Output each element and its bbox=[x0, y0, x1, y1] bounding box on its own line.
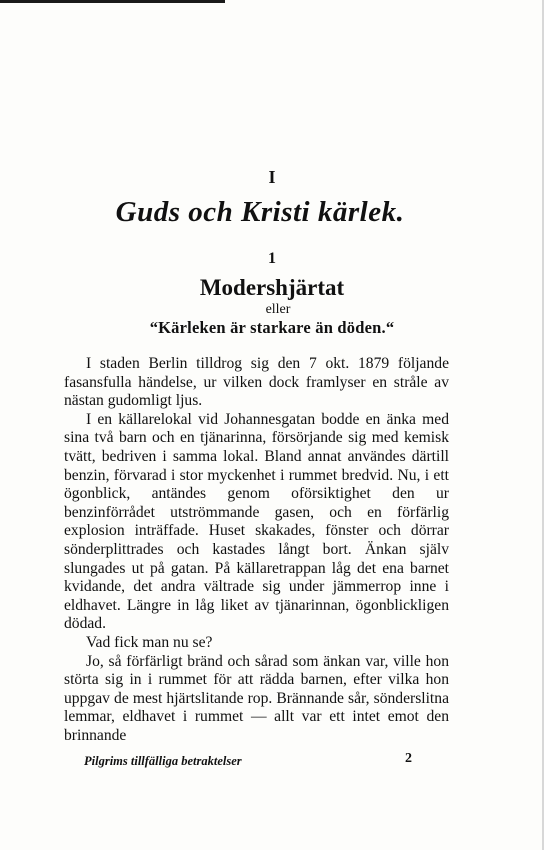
top-rule bbox=[0, 0, 225, 3]
paragraph: I staden Berlin tilldrog sig den 7 okt. 1879 följande fasansfulla händelse, ur vilken dock framlyser en stråle av nästan gudomligt ljus. bbox=[64, 355, 449, 410]
footer-signature-mark: 2 bbox=[405, 751, 412, 766]
body-text bbox=[64, 355, 449, 745]
subtitle-quote: “Kärleken är starkare än döden.“ bbox=[149, 318, 395, 337]
subtitle-connector: eller bbox=[265, 302, 291, 317]
footer-book-title: Pilgrims tillfälliga betraktelser bbox=[84, 754, 242, 768]
section-numeral: I bbox=[268, 167, 276, 187]
paragraph: Jo, så förfärligt bränd och sårad som änkan var, ville hon störta sig in i rummet för att rädda barnen, efter vilka hon uppgav de mest hjärtslitande rop. Brännande sår, sönderslitna lemmar, eldhavet i rummet — allt var ett intet emot den brinnande bbox=[64, 652, 449, 744]
paragraph: Vad fick man nu se? bbox=[86, 633, 213, 651]
chapter-title: Guds och Kristi kärlek. bbox=[115, 196, 405, 228]
subsection-title: Modershjärtat bbox=[199, 275, 345, 300]
subsection-number: 1 bbox=[268, 250, 276, 267]
paragraph: I en källarelokal vid Johannesgatan bodde en änka med sina två barn och en tjänarinna, försörjande sig med kemisk tvätt, bedriven i samma lokal. Bland annat användes därtill benzin, förvarad i stor myckenhet i rummet bredvid. Nu, i ett ögonblick, antändes genom oförsiktighet den ur benzinförrådet utströmmande gasen, och en förfärlig explosion inträffade. Huset skakades, fönster och dörrar sönderplittrades och kastades långt bort. Änkan själv slungades ut på gatan. På källaretrappan låg det ena barnet kvidande, det andra vältrade sig under jämmerrop inne i eldhavet. Längre in låg liket av tjänarinnan, ögonblickligen dödad. bbox=[64, 410, 449, 633]
